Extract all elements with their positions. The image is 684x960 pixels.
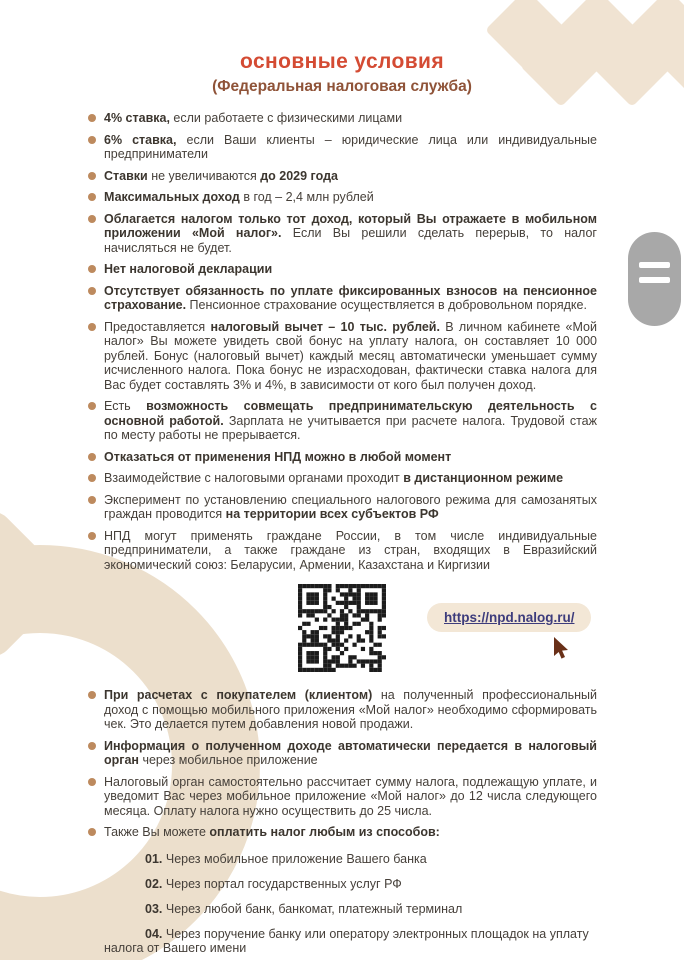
mouse-cursor-icon <box>550 636 572 662</box>
item-number: 04. <box>145 926 166 941</box>
list-item-text: 4% ставка, <box>104 111 170 125</box>
list-item <box>86 190 597 205</box>
list-item-text: Если Вы решили сделать перерыв, то налог начисляться не будет. <box>104 226 597 255</box>
bullet-icon <box>88 265 96 273</box>
list-item-text: Облагается налогом только тот доход, который Вы отражаете в мобильном приложении «Мой налог». <box>104 211 597 240</box>
list-item-text: в дистанционном режиме <box>403 471 564 485</box>
list-item <box>86 320 597 393</box>
list-item-text: если Ваши клиенты – юридические лица или индивидуальные предприниматели <box>104 132 597 161</box>
handle-line-icon <box>639 277 670 283</box>
bullet-icon <box>88 114 96 122</box>
list-item-text: В личном кабинете «Мой налог» Вы можете увидеть свой бонус на уплату налога, он составляет 10 000 рублей. Бонус (налоговый вычет) каждый месяц автоматически уменьшает сумму исчисленного налога. Пока бонус не израсходован, фактически ставка налога для Вас будет составлять 3% и 4%, в зависимости от кого был получен доход. <box>104 319 597 392</box>
list-item-text: в год – 2,4 млн рублей <box>239 190 374 204</box>
list-item-text: налоговый вычет – 10 тыс. рублей. <box>210 319 440 334</box>
list-item-text: если работаете с физическими лицами <box>169 111 403 125</box>
item-number: 01. <box>145 851 166 866</box>
bullet-icon <box>88 193 96 201</box>
item-text: Через мобильное приложение Вашего банка <box>165 851 427 866</box>
list-item <box>86 169 597 184</box>
list-item-text: Налоговый орган самостоятельно рассчитает сумму налога, подлежащую уплате, и уведомит Вас через мобильное приложение «Мой налог» до 12 числа следующего месяца. Оплату налога нужно осуществить до 25 числа. <box>104 774 597 818</box>
list-item-text: не увеличиваются <box>147 168 261 183</box>
list-item-text: возможность совмещать предпринимательскую деятельность с основной работой. <box>104 399 597 428</box>
bullet-icon <box>88 323 96 331</box>
list-item-text: Есть <box>104 399 147 413</box>
list-item-text: Предоставляется <box>104 319 211 334</box>
payment-method-item <box>104 852 597 867</box>
list-item-text: на полученный профессиональный доход с помощью мобильного приложения «Мой налог» необходимо сформировать чек. Это делается путем добавления новой продажи. <box>104 688 597 731</box>
list-item <box>86 739 597 768</box>
npd-nalog-link[interactable]: https://npd.nalog.ru/ <box>427 603 591 632</box>
bullet-icon <box>88 828 96 836</box>
list-item <box>86 775 597 819</box>
page-title: основные условия <box>240 50 444 73</box>
bullet-icon <box>88 496 96 504</box>
bullet-icon <box>88 287 96 295</box>
item-text: Через портал государственных услуг РФ <box>165 876 402 891</box>
bullet-icon <box>88 532 96 540</box>
list-item-text: 6% ставка, <box>104 132 177 147</box>
list-item <box>86 133 597 162</box>
bullet-icon <box>88 402 96 410</box>
list-item-text: Отсутствует обязанность по уплате фиксированных взносов на пенсионное страхование. <box>104 283 597 312</box>
qr-section <box>298 584 684 674</box>
list-item-text: Максимальных доход <box>104 190 240 204</box>
bullet-icon <box>88 136 96 144</box>
bullet-icon <box>88 691 96 699</box>
bullet-icon <box>88 453 96 461</box>
bullet-icon <box>88 778 96 786</box>
item-number: 03. <box>145 901 166 916</box>
list-item-text: Пенсионное страхование осуществляется в добровольном порядке. <box>186 298 587 312</box>
list-item <box>86 262 597 277</box>
list-item-text: Отказаться от применения НПД можно в любой момент <box>104 449 452 464</box>
payment-info-list <box>0 688 684 840</box>
list-item-text: При расчетах с покупателем (клиентом) <box>104 688 373 702</box>
handle-line-icon <box>639 262 670 268</box>
list-item <box>86 284 597 313</box>
list-item <box>86 825 597 840</box>
list-item <box>86 399 597 443</box>
list-item-text: Также Вы можете <box>104 825 210 839</box>
payment-method-item <box>104 877 597 892</box>
bullet-icon <box>88 474 96 482</box>
list-item-text: Взаимодействие с налоговыми органами проходит <box>104 471 404 485</box>
list-item <box>86 111 597 126</box>
bullet-icon <box>88 215 96 223</box>
bullet-icon <box>88 742 96 750</box>
list-item <box>86 471 597 486</box>
page-subtitle: (Федеральная налоговая служба) <box>212 78 472 95</box>
list-item-text: через мобильное приложение <box>138 753 318 767</box>
list-item <box>86 212 597 256</box>
list-item <box>86 493 597 522</box>
item-text: Через любой банк, банкомат, платежный терминал <box>165 901 463 916</box>
payment-methods-list <box>0 852 684 956</box>
list-item-text: Нет налоговой декларации <box>104 262 273 276</box>
list-item-text: Зарплата не учитывается при расчете налога. Трудовой стаж по месту работы не прерывается. <box>104 413 598 442</box>
bullet-icon <box>88 172 96 180</box>
item-text: Через поручение банку или оператору электронных площадок на уплату налога от Вашего имени <box>104 926 589 955</box>
scroll-handle[interactable] <box>628 232 681 326</box>
list-item <box>86 688 597 732</box>
list-item <box>86 450 597 465</box>
list-item <box>86 529 597 573</box>
item-number: 02. <box>145 876 166 891</box>
qr-code-icon <box>298 584 386 672</box>
list-item-text: оплатить налог любым из способов: <box>209 825 440 839</box>
list-item-text: Эксперимент по установлению специального налогового режима для самозанятых граждан проводится <box>104 492 597 521</box>
conditions-list <box>0 111 684 572</box>
list-item-text: на территории всех субъектов РФ <box>225 507 439 521</box>
list-item-text: Информация о полученном доходе автоматически передается в налоговый орган <box>104 738 597 767</box>
payment-method-item <box>104 902 597 917</box>
list-item-text: Ставки <box>104 168 148 183</box>
payment-method-item <box>104 927 597 956</box>
list-item-text: НПД могут применять граждане России, в том числе индивидуальные предприниматели, а также граждане из стран, входящих в Евразийский экономический союз: Беларусии, Армении, Казахстана и Киргизии <box>104 528 597 572</box>
list-item-text: до 2029 года <box>260 168 338 183</box>
